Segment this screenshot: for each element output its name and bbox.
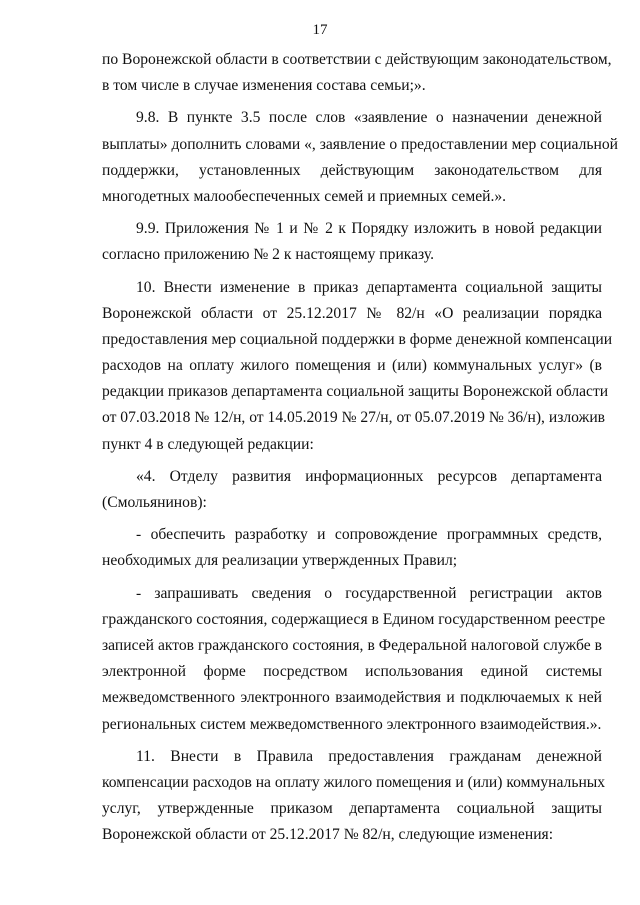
text-line: Воронежской области от 25.12.2017 № 82/н «О реализации порядка	[102, 304, 602, 322]
text-line: 9.9. Приложения № 1 и № 2 к Порядку изложить в новой редакции	[136, 220, 602, 238]
paragraph-10	[102, 275, 613, 458]
text-line: - обеспечить разработку и сопровождение программных средств,	[136, 526, 602, 544]
text-line: расходов на оплату жилого помещения и (или) коммунальных услуг» (в	[102, 357, 602, 375]
paragraph-bullet-requests	[102, 581, 606, 738]
paragraph-bullet-software	[102, 522, 602, 574]
text-line: поддержки, установленных действующим законодательством для	[102, 161, 602, 179]
text-line: многодетных малообеспеченных семей и приемных семей.».	[102, 187, 507, 205]
paragraph-11	[102, 744, 606, 849]
text-line: редакции приказов департамента социальной защиты Воронежской области	[102, 383, 609, 401]
paragraph-9-8	[102, 105, 618, 210]
text-line: компенсации расходов на оплату жилого помещения и (или) коммунальных	[102, 773, 606, 791]
text-line: от 07.03.2018 № 12/н, от 14.05.2019 № 27/н, от 05.07.2019 № 36/н), изложив	[102, 409, 606, 427]
document-body	[102, 47, 618, 848]
paragraph-item-4	[102, 464, 602, 516]
text-line: гражданского состояния, содержащиеся в Едином государственном реестре	[102, 610, 606, 628]
text-line: 9.8. В пункте 3.5 после слов «заявление о назначении денежной	[136, 109, 602, 127]
text-line: предоставления мер социальной поддержки в форме денежной компенсации	[102, 330, 613, 348]
text-line: согласно приложению № 2 к настоящему приказу.	[102, 246, 435, 264]
text-line: выплаты» дополнить словами «, заявление о предоставлении мер социальной	[102, 135, 618, 153]
text-line: региональных систем межведомственного электронного взаимодействия.».	[102, 715, 602, 733]
text-line: услуг, утвержденные приказом департамента социальной защиты	[102, 800, 602, 818]
text-line: по Воронежской области в соответствии с действующим законодательством,	[102, 51, 612, 68]
paragraph-continuation	[102, 47, 612, 99]
text-line: «4. Отделу развития информационных ресурсов департамента	[136, 467, 602, 485]
text-line: (Смольянинов):	[102, 494, 207, 511]
text-line: Воронежской области от 25.12.2017 № 82/н, следующие изменения:	[102, 826, 554, 844]
text-line: необходимых для реализации утвержденных Правил;	[102, 552, 458, 570]
text-line: пункт 4 в следующей редакции:	[102, 435, 314, 453]
text-line: - запрашивать сведения о государственной регистрации актов	[136, 584, 602, 602]
text-line: 11. Внести в Правила предоставления гражданам денежной	[136, 747, 602, 765]
text-line: электронной форме посредством использования единой системы	[102, 663, 602, 681]
paragraph-9-9	[102, 216, 602, 268]
text-line: межведомственного электронного взаимодействия и подключаемых к ней	[102, 689, 602, 707]
text-line: записей актов гражданского состояния, в Федеральной налоговой службе в	[102, 636, 602, 654]
text-line: 10. Внести изменение в приказ департамента социальной защиты	[136, 278, 602, 296]
text-line: в том числе в случае изменения состава семьи;».	[102, 77, 426, 95]
page-number: 17	[312, 22, 328, 38]
